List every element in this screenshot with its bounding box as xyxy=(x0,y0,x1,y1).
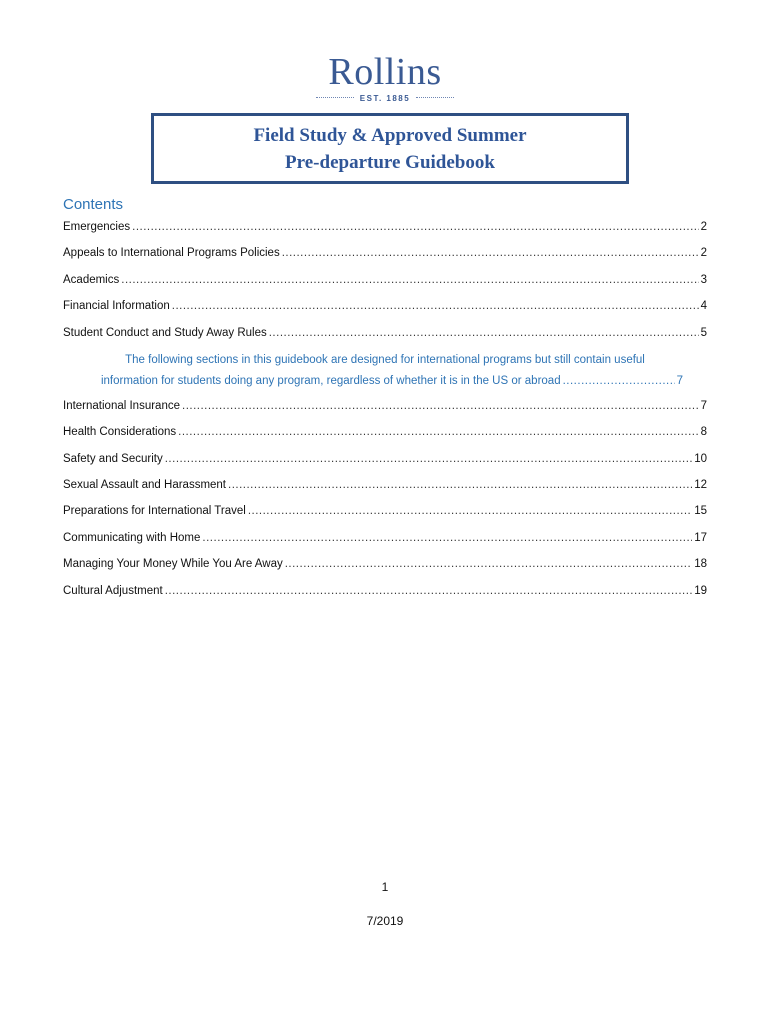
toc-leader xyxy=(248,503,692,519)
toc-entry-page: 10 xyxy=(694,453,707,465)
toc-leader xyxy=(178,424,698,440)
logo-established-text: EST. 1885 xyxy=(359,94,411,103)
toc-leader xyxy=(228,477,692,493)
note-line-2: information for students doing any program, regardless of whether it is in the US or abroad xyxy=(100,375,561,387)
toc-entry-label: Preparations for International Travel xyxy=(63,505,246,517)
toc-entry-label: Communicating with Home xyxy=(63,532,201,544)
toc-entry-label: International Insurance xyxy=(63,400,180,412)
toc-entry-emergencies[interactable] xyxy=(63,219,707,235)
toc-entry-page: 12 xyxy=(694,479,707,491)
toc-leader xyxy=(172,298,699,314)
toc-entry-page: 3 xyxy=(700,274,707,286)
toc-entry-label: Health Considerations xyxy=(63,426,177,438)
toc-entry-page: 19 xyxy=(694,585,707,597)
toc-entry-label: Cultural Adjustment xyxy=(63,585,163,597)
toc-entry-page: 8 xyxy=(700,426,707,438)
rollins-logo xyxy=(0,52,770,103)
toc-entry-student-conduct[interactable] xyxy=(63,325,707,341)
toc-entry-label: Managing Your Money While You Are Away xyxy=(63,558,283,570)
toc-entry-safety-and-security[interactable] xyxy=(63,451,707,467)
toc-entry-appeals[interactable] xyxy=(63,245,707,261)
toc-leader xyxy=(202,530,692,546)
toc-entry-cultural-adjustment[interactable] xyxy=(63,583,707,599)
logo-ornament-left xyxy=(316,97,354,101)
toc-leader xyxy=(165,451,692,467)
page-number: 1 xyxy=(381,880,389,894)
toc-leader xyxy=(563,371,675,392)
note-page: 7 xyxy=(676,375,683,387)
toc-entry-managing-money[interactable] xyxy=(63,556,707,572)
international-programs-note[interactable] xyxy=(63,350,707,392)
toc-entry-label: Student Conduct and Study Away Rules xyxy=(63,327,267,339)
toc-leader xyxy=(132,219,698,235)
toc-entry-academics[interactable] xyxy=(63,272,707,288)
document-date: 7/2019 xyxy=(366,914,404,928)
toc-entry-label: Emergencies xyxy=(63,221,131,233)
toc-entry-page: 17 xyxy=(694,532,707,544)
toc-leader xyxy=(285,556,692,572)
toc-leader xyxy=(165,583,692,599)
toc-entry-international-insurance[interactable] xyxy=(63,398,707,414)
title-line-2: Pre-departure Guidebook xyxy=(285,152,495,173)
toc-entry-page: 18 xyxy=(694,558,707,570)
toc-entry-health-considerations[interactable] xyxy=(63,424,707,440)
toc-entry-label: Sexual Assault and Harassment xyxy=(63,479,227,491)
toc-entry-label: Academics xyxy=(63,274,120,286)
note-line-2-row xyxy=(63,371,707,392)
title-line-1: Field Study & Approved Summer xyxy=(253,125,527,146)
toc-leader xyxy=(121,272,698,288)
document-title-box xyxy=(151,113,629,184)
toc-leader xyxy=(269,325,699,341)
toc-entry-preparations-travel[interactable] xyxy=(63,503,707,519)
logo-ornament-right xyxy=(416,97,454,101)
contents-heading: Contents xyxy=(63,196,124,213)
logo-wordmark: Rollins xyxy=(328,51,442,93)
toc-entry-page: 15 xyxy=(694,505,707,517)
toc-entry-label: Financial Information xyxy=(63,300,170,312)
toc-entry-sexual-assault[interactable] xyxy=(63,477,707,493)
toc-entry-page: 2 xyxy=(700,221,707,233)
toc-leader xyxy=(282,245,699,261)
note-line-1: The following sections in this guidebook are designed for international programs but still contain useful xyxy=(125,354,645,366)
toc-entry-page: 5 xyxy=(700,327,707,339)
logo-established xyxy=(0,94,770,103)
toc-entry-label: Appeals to International Programs Policies xyxy=(63,247,280,259)
toc-entry-page: 2 xyxy=(700,247,707,259)
toc-leader xyxy=(182,398,699,414)
toc-entry-financial-information[interactable] xyxy=(63,298,707,314)
toc-entry-page: 7 xyxy=(700,400,707,412)
toc-entry-label: Safety and Security xyxy=(63,453,163,465)
toc-entry-page: 4 xyxy=(700,300,707,312)
toc-entry-communicating-home[interactable] xyxy=(63,530,707,546)
